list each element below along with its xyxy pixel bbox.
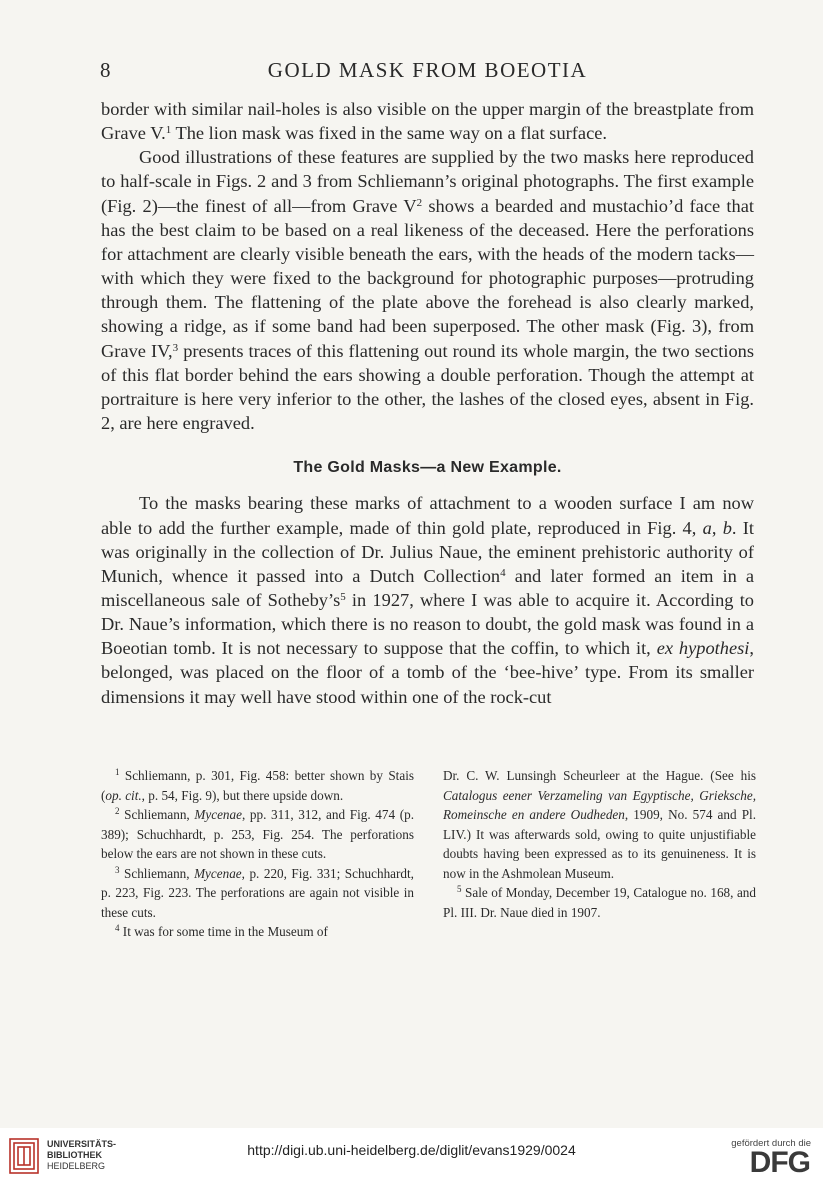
library-name: UNIVERSITÄTS- BIBLIOTHEK HEIDELBERG [47, 1139, 117, 1171]
footnote-4: $^4$ It was for some time in the Museum of [115, 923, 328, 939]
running-head [100, 58, 755, 88]
paragraph-1: border with similar nail-holes is also visible on the upper margin of the breastplate from Grave V.$^1$ The lion mask was fixed in the same way on a flat surface. [101, 99, 754, 144]
footnotes-left-column [101, 766, 414, 942]
viewer-footer [0, 1128, 823, 1183]
footnote-ref-2: 2 [416, 196, 423, 209]
running-title: GOLD MASK FROM BOEOTIA [267, 58, 588, 82]
footnote-ref-1: 1 [165, 124, 172, 137]
section-heading: The Gold Masks—a New Example. [293, 459, 562, 477]
footnote-2: $^2$ Schliemann, Mycenae, pp. 311, 312, and Fig. 474 (p. 389); Schuchhardt, p. 253, Fig. 254. The perforations below the ears are not shown in these cuts. [101, 806, 414, 861]
page-number: 8 [100, 58, 112, 82]
footnote-3: $^3$ Schliemann, Mycenae, p. 220, Fig. 331; Schuchhardt, p. 223, Fig. 223. The perforations are again not visible in these cuts. [101, 864, 414, 920]
footnote-1: $^1$ Schliemann, p. 301, Fig. 458: better shown by Stais (op. cit., p. 54, Fig. 9), but there upside down. [101, 767, 414, 803]
footnote-ref-3: 3 [172, 341, 179, 354]
paragraph-2: Good illustrations of these features are supplied by the two masks here reproduced to half-scale in Figs. 2 and 3 from Schliemann’s original photographs. The first example (Fig. 2)—the finest of all—from Grave $V^2$ shows a bearded and mustachio’d face that has the best claim to be based on a real likeness of the deceased. Here the perforations for attachment are clearly visible beneath the ears, with the heads of the modern tacks—with which they were fixed to the background for photographic purposes—protruding through them. The flattening of the plate above the forehead is also clearly marked, showing a ridge, as if some band had been superposed. The other mask (Fig. 3), from Grave IV,$^3$ presents traces of this flattening out round its whole margin, the two sections of this flat border behind the ears showing a double perforation. Though the attempt at portraiture is here very inferior to the other, the lashes of the closed eyes, absent in Fig. 2, are here engraved. [101, 147, 755, 434]
footnote-ref-4: 4 [500, 566, 506, 579]
permalink-url[interactable]: http://digi.ub.uni-heidelberg.de/diglit/evans1929/0024 [247, 1142, 576, 1158]
footnote-ref-5: 5 [340, 590, 346, 603]
footnote-5: $^5$ Sale of Monday, December 19, Catalogue no. 168, and Pl. III. Dr. Naue died in 1907. [443, 884, 756, 920]
footnotes [101, 766, 756, 942]
body-text [101, 97, 754, 709]
paragraph-3: To the masks bearing these marks of attachment to a wooden surface I am now able to add the further example, made of thin gold plate, reproduced in Fig. 4, a, b. It was originally in the collection of Dr. Julius Naue, the eminent prehistoric authority of Munich, whence it passed into a Dutch Collection$^4$ and later formed an item in a miscellaneous sale of $Sotheby’s^5$ in 1927, where I was able to acquire it. According to Dr. Naue’s information, which there is no reason to doubt, the gold mask was found in a Boeotian tomb. It is not necessary to suppose that the coffin, to which it, ex hypothesi, belonged, was placed on the floor of a tomb of the ‘bee-hive’ type. From its smaller dimensions it may well have stood within one of the rock-cut [101, 493, 755, 707]
footnote-4-continued: Dr. C. W. Lunsingh Scheurleer at the Hague. (See his Catalogus eener Verzameling van Egyptische, Grieksche, Romeinsche en andere Oudheden, 1909, No. 574 and Pl. LIV.) It was afterwards sold, owing to quite unjustifiable doubts having been expressed as to its genuineness. It is now in the Ashmolean Museum. [443, 768, 756, 881]
funded-by-label: gefördert durch die [731, 1138, 811, 1149]
dfg-logo: DFG [749, 1146, 810, 1179]
footnotes-right-column [443, 766, 756, 942]
